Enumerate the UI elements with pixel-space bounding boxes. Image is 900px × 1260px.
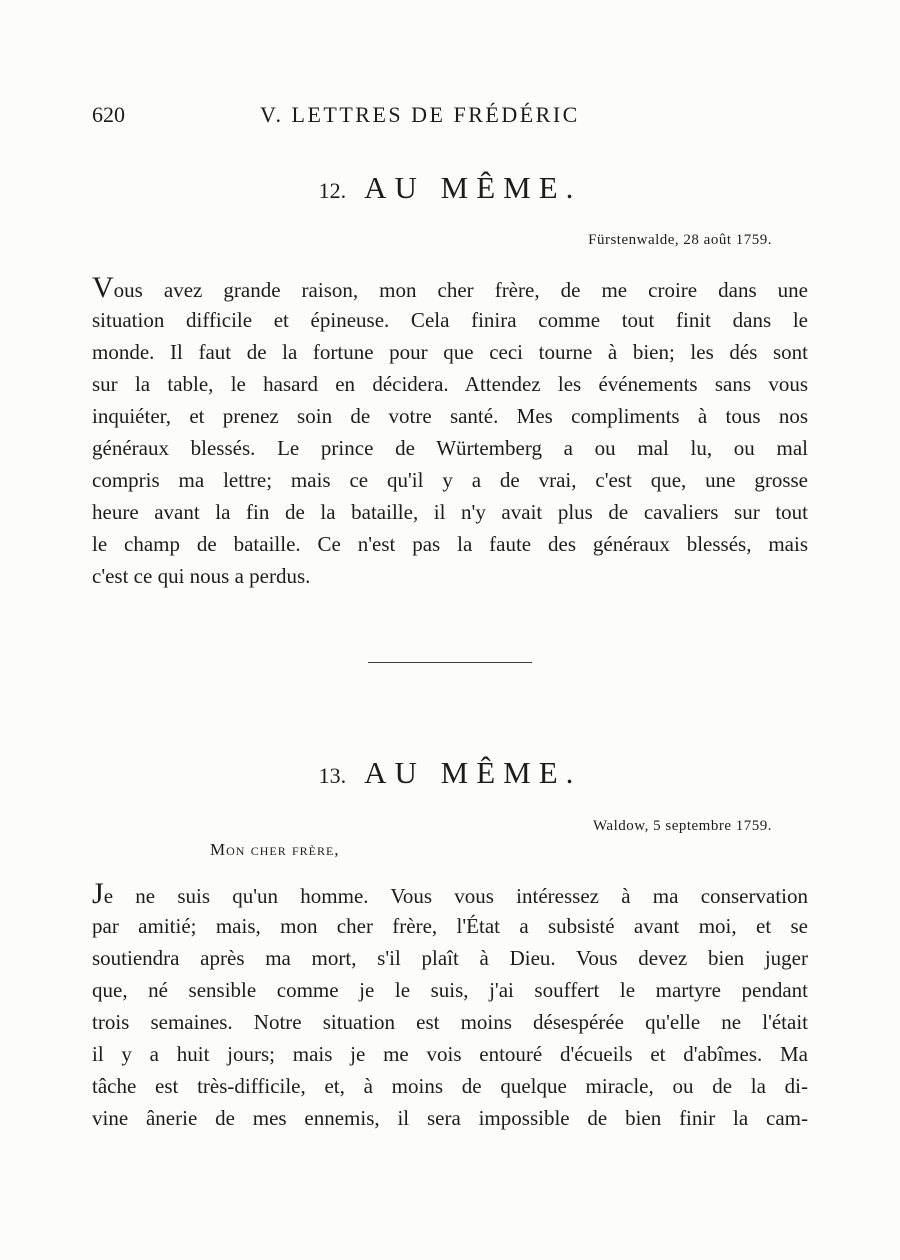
drop-cap: V xyxy=(92,271,114,304)
letter-13-body xyxy=(92,878,808,1134)
section-divider xyxy=(368,662,532,663)
running-title: V. LETTRES DE FRÉDÉRIC xyxy=(260,102,580,127)
letter-13-line xyxy=(92,878,808,910)
letter-12-line xyxy=(92,272,808,304)
letter-13-line: soutiendra après ma mort, s'il plaît à Dieu. Vous devez bien juger xyxy=(92,946,808,970)
letter-12-line: généraux blessés. Le prince de Würtemberg a ou mal lu, ou mal xyxy=(92,436,808,460)
letter-13-line: tâche est très-difficile, et, à moins de quelque miracle, ou de la di- xyxy=(92,1074,808,1098)
letter-13-line: par amitié; mais, mon cher frère, l'État a subsisté avant moi, et se xyxy=(92,914,808,938)
letter-13-title: AU MÊME. xyxy=(364,755,582,790)
page-number: 620 xyxy=(92,102,125,127)
letter-12-title: AU MÊME. xyxy=(364,170,582,205)
letter-12-line: heure avant la fin de la bataille, il n'y avait plus de cavaliers sur tout xyxy=(92,500,808,524)
letter-13-heading xyxy=(0,755,900,791)
letter-12-line: le champ de bataille. Ce n'est pas la faute des généraux blessés, mais xyxy=(92,532,808,556)
page-header xyxy=(92,100,808,130)
drop-cap: J xyxy=(92,877,104,910)
letter-13-dateline: Waldow, 5 septembre 1759. xyxy=(592,818,772,834)
letter-12-number: 12. xyxy=(318,178,347,203)
letter-12-dateline: Fürstenwalde, 28 août 1759. xyxy=(588,232,772,248)
letter-12-line: sur la table, le hasard en décidera. Attendez les événements sans vous xyxy=(92,372,808,396)
letter-13-line: que, né sensible comme je le suis, j'ai souffert le martyre pendant xyxy=(92,978,808,1002)
letter-12-line-text: ous avez grande raison, mon cher frère, de me croire dans une xyxy=(113,278,808,302)
letter-13-number: 13. xyxy=(318,763,347,788)
letter-12-line: situation difficile et épineuse. Cela finira comme tout finit dans le xyxy=(92,308,808,332)
letter-12-body xyxy=(92,272,808,592)
letter-12-line: c'est ce qui nous a perdus. xyxy=(92,564,311,588)
letter-13-line: trois semaines. Notre situation est moins désespérée qu'elle ne l'était xyxy=(92,1010,808,1034)
salutation: Mon cher frère, xyxy=(210,840,340,859)
letter-13-line: il y a huit jours; mais je me vois entouré d'écueils et d'abîmes. Ma xyxy=(92,1042,808,1066)
letter-12-line: monde. Il faut de la fortune pour que ceci tourne à bien; les dés sont xyxy=(92,340,808,364)
letter-12-line: inquiéter, et prenez soin de votre santé. Mes compliments à tous nos xyxy=(92,404,808,428)
letter-12-line: compris ma lettre; mais ce qu'il y a de vrai, c'est que, une grosse xyxy=(92,468,808,492)
letter-13-line: vine ânerie de mes ennemis, il sera impossible de bien finir la cam- xyxy=(92,1106,808,1130)
letter-12-heading xyxy=(0,170,900,206)
letter-13-line-text: e ne suis qu'un homme. Vous vous intéressez à ma conservation xyxy=(103,884,808,908)
